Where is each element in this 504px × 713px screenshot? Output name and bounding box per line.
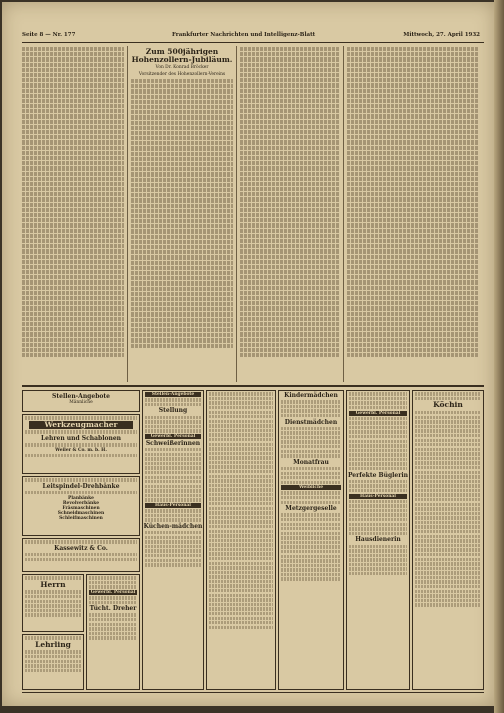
- ad-column-2: [142, 390, 204, 690]
- page-bottom-rule: [22, 692, 484, 701]
- ad-title: Leitspindel-Drehbänke: [42, 482, 120, 490]
- ad-title: Metzgergeselle: [285, 505, 337, 513]
- ad-title: Köchin: [433, 400, 463, 410]
- text-column-2: [131, 46, 233, 382]
- ad-item: Planbänke: [68, 495, 94, 501]
- ad-heading: Haus-Personal: [349, 494, 407, 499]
- ad-title: Perfekte Büglerin: [347, 471, 409, 479]
- ad-lehrling: [22, 634, 84, 690]
- ad-item: Schneidmaschinen: [57, 510, 105, 516]
- text-column-4: [347, 46, 479, 382]
- ad-subheading: Männliche: [69, 400, 93, 405]
- article-subtitle: Vorsitzender des Hohenzollern-Vereins: [138, 72, 226, 77]
- ad-column-4: [278, 390, 344, 690]
- ad-title: Herrn: [40, 579, 66, 589]
- ad-line: Lehren und Schablonen: [40, 435, 122, 443]
- newspaper-page: [2, 2, 494, 706]
- section-divider: [22, 385, 484, 387]
- header-masthead: Frankfurter Nachrichten und Intelligenz-Blatt: [172, 32, 316, 38]
- ad-title: Küchen-mädchen: [143, 522, 203, 530]
- text-column-1: [22, 46, 124, 382]
- ad-title: Dienstmädchen: [284, 418, 338, 426]
- ad-item: Revolverbänke: [62, 500, 100, 506]
- ad-title: Kindermädchen: [284, 392, 338, 399]
- binding-edge: [494, 0, 504, 713]
- ad-column-6: [412, 390, 484, 690]
- ad-heading: Stellen-Angebote: [52, 393, 110, 400]
- ad-herrn: [22, 574, 84, 632]
- ad-heading: Haus-Personal: [145, 503, 201, 508]
- ad-heading: Gewerbl. Personal: [349, 411, 407, 416]
- ad-column-3: [206, 390, 276, 690]
- ad-heading: Stellen-Angebote: [145, 392, 201, 397]
- column-rule: [343, 46, 344, 382]
- ad-heading: Gewerbl. Personal: [145, 434, 201, 439]
- column-rule: [127, 46, 128, 382]
- ad-werkzeugmacher: [22, 414, 140, 474]
- ad-heading: Weibliche: [281, 485, 341, 490]
- ad-header-stellen-angebote: [22, 390, 140, 412]
- ad-item: Schleifmaschinen: [59, 515, 103, 521]
- ad-heading: Gewerbl. Personal: [90, 589, 136, 595]
- text-column-3: [240, 46, 340, 382]
- header-page-number: Seite 8 — Nr. 177: [22, 32, 76, 38]
- ad-small-column: [86, 574, 140, 690]
- ad-title: Tücht. Dreher: [89, 605, 137, 613]
- ad-company: Weiler & Co. m. b. H.: [55, 447, 107, 453]
- ad-kassewitz: [22, 538, 140, 572]
- ad-company: Kassewitz & Co.: [54, 544, 108, 552]
- ad-title: Hausdienerin: [355, 536, 401, 544]
- ad-title: Schweißerinnen: [145, 439, 201, 447]
- ad-title: Lehrling: [35, 639, 71, 649]
- ad-column-5: [346, 390, 410, 690]
- article-byline: Von Dr. Konrad Bröcker: [155, 65, 209, 70]
- ad-title: Stellung: [158, 407, 188, 415]
- header-date: Mittwoch, 27. April 1932: [403, 32, 480, 38]
- ad-drehbaenke: [22, 476, 140, 536]
- article-title: Zum 500jährigen Hohenzollern-Jubiläum.: [131, 47, 233, 64]
- ad-title: Werkzeugmacher: [29, 421, 133, 430]
- column-rule: [236, 46, 237, 382]
- ad-title: Monatfrau: [293, 458, 329, 466]
- ad-item: Fräsmaschinen: [62, 505, 100, 511]
- page-header: [22, 32, 484, 43]
